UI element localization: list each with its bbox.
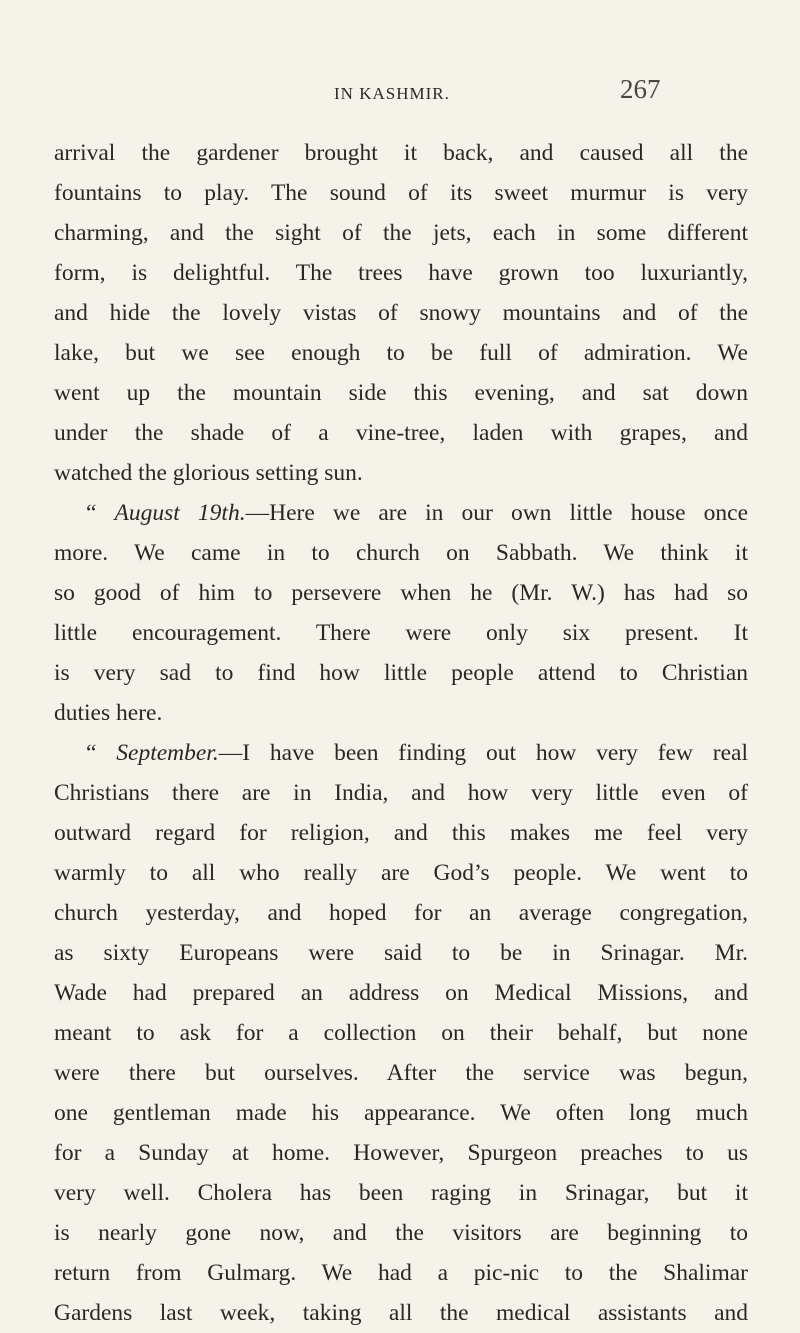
- text-line: were there but ourselves. After the service was begun,: [54, 1060, 748, 1086]
- text-line: outward regard for religion, and this makes me feel very: [54, 820, 748, 846]
- text-line: went up the mountain side this evening, and sat down: [54, 380, 748, 406]
- page-number: 267: [620, 74, 661, 104]
- text-line: meant to ask for a collection on their behalf, but none: [54, 1020, 748, 1046]
- text-line: under the shade of a vine-tree, laden with grapes, and: [54, 420, 748, 446]
- text-line: is nearly gone now, and the visitors are beginning to: [54, 1220, 748, 1246]
- text-line: arrival the gardener brought it back, and caused all the: [54, 140, 748, 166]
- text-line: church yesterday, and hoped for an average congregation,: [54, 900, 748, 926]
- text-line: so good of him to persevere when he (Mr. W.) has had so: [54, 580, 748, 606]
- date-august: August 19th.: [114, 500, 246, 526]
- text-line: return from Gulmarg. We had a pic-nic to the Shalimar: [54, 1260, 748, 1286]
- text-line: warmly to all who really are God’s people. We went to: [54, 860, 748, 886]
- text-line: Wade had prepared an address on Medical Missions, and: [54, 980, 748, 1006]
- text-line: lake, but we see enough to be full of admiration. We: [54, 340, 748, 366]
- text-line: fountains to play. The sound of its sweet murmur is very: [54, 180, 748, 206]
- text-line: more. We came in to church on Sabbath. We think it: [54, 540, 748, 566]
- entry-text: —I have been finding out how very few real: [218, 740, 748, 766]
- text-line: little encouragement. There were only six present. It: [54, 620, 748, 646]
- text-line: duties here.: [54, 700, 163, 726]
- text-line: watched the glorious setting sun.: [54, 460, 363, 486]
- running-title: IN KASHMIR.: [334, 84, 450, 103]
- text-line: Gardens last week, taking all the medical assistants and: [54, 1300, 748, 1326]
- quote-mark: “: [86, 500, 115, 526]
- text-line: charming, and the sight of the jets, each in some different: [54, 220, 748, 246]
- entry-text: —Here we are in our own little house once: [245, 500, 749, 526]
- text-line: Christians there are in India, and how very little even of: [54, 780, 748, 806]
- date-september: September.: [116, 740, 219, 766]
- text-line: and hide the lovely vistas of snowy mountains and of the: [54, 300, 748, 326]
- text-line-august: [86, 493, 748, 533]
- text-line: form, is delightful. The trees have grown too luxuriantly,: [54, 260, 748, 286]
- text-line-september: [86, 733, 748, 773]
- text-line: for a Sunday at home. However, Spurgeon preaches to us: [54, 1140, 748, 1166]
- text-line: very well. Cholera has been raging in Srinagar, but it: [54, 1180, 748, 1206]
- text-line: one gentleman made his appearance. We often long much: [54, 1100, 748, 1126]
- quote-mark: “: [86, 740, 117, 766]
- text-line: as sixty Europeans were said to be in Srinagar. Mr.: [54, 940, 748, 966]
- text-line: is very sad to find how little people attend to Christian: [54, 660, 748, 686]
